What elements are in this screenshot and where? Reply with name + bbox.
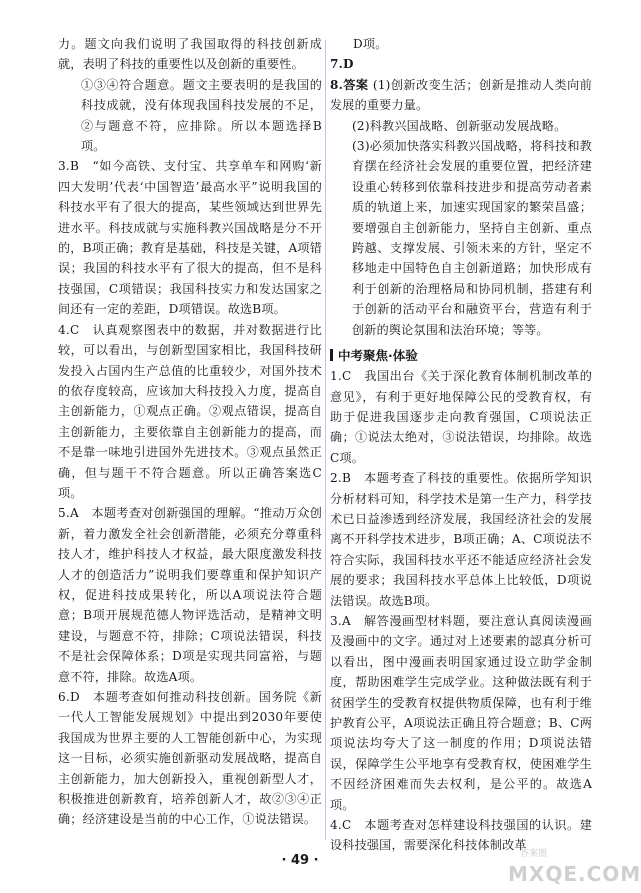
exam-q2: 2.B 本题考查了科技的重要性。依据所学知识分析材料可知，科学技术是第一生产力，科学技术已日益渗透到经济发展，我国经济社会的发展离不开科学技术进步，B项正确；A、C项说法不符合实际，我国科技水平还不能适应经济社会发展的要求；我国科技水平总体上比较低，D项说法错误。故选B项。 — [330, 471, 592, 608]
watermark-logo: MXQE.COM — [508, 862, 641, 886]
answer-q3: 3.B “如今高铁、支付宝、共享单车和网购‘新四大发明’代表‘中国智造’最高水平”说明我国的科技水平有了很大的提高，某些领域达到世界先进水平。科技成就与实施科教兴国战略是分不开的，B项正确；教育是基础，科技是关键，A项错误；我国的科技水平有了很大的提高，但不是科技强国，C项错误；我国科技实力和发达国家之间还有一定的差距，D项错误。故选B项。 — [58, 159, 322, 317]
section-heading-text: 中考聚焦·体验 — [338, 348, 418, 364]
answer-q5: 5.A 本题考查对创新强国的理解。“推动万众创新，着力激发全社会创新潜能，必须充分尊重科技人才，维护科技人才权益，最大限度激发科技人才的创造活力”说明我们要尊重和保护知识产权，促进科技成果转化，所以A项说法符合题意；B项开展规范德人物评选活动，是精神文明建设，与题意不符，排除；C项说法错误，科技不是社会保障体系；D项是实现共同富裕，与题意不符，排除。故选A项。 — [58, 506, 322, 684]
watermark-small: 答案圈 — [520, 849, 548, 859]
page-number: · 49 · — [281, 853, 319, 868]
column-divider — [325, 40, 326, 840]
answer-q8-3: (3)必须加快落实科教兴国战略，将科技和教育摆在经济社会发展的重要位置，把经济建设重心转移到依靠科技进步和提高劳动者素质的轨道上来，加速实现国家的繁荣昌盛；要增强自主创新能力，坚持自主创新、重点跨越、支撑发展、引领未来的方针，坚定不移地走中国特色自主创新道路；加快形成有利于创新的治理格局和协同机制，搭建有利于创新的活动平台和融资平台，营造有利于创新的舆论氛围和法治环境；等等。 — [352, 139, 592, 337]
answer-label: 8.答案 — [330, 77, 369, 92]
answer-q6-end: D项。 — [353, 37, 388, 51]
left-column — [58, 34, 322, 830]
exam-q3: 3.A 解答漫画型材料题，要注意认真阅读漫画及漫画中的文字。通过对上述要素的認真分析可以看出，图中漫画表明国家通过设立助学金制度，帮助困难学生完成学业。这种做法既有利于贫困学生的受教育权提供物质保障，也有利于维护教育公平，A项说法正确且符合题意；B、C两项说法均夸大了这一制度的作用；D项说法错误，保障学生公平地享有受教育权，使困难学生不因经济困难而失去权利，是公平的。故选A项。 — [330, 613, 592, 812]
exam-q4: 4.C 本题考查对怎样建设科技强国的认识。建设科技强国，需要深化科技体制改革 — [330, 818, 592, 853]
answer-continuation-2: ①③④符合题意。题文主要表明的是我国的科技成就，没有体现我国科技发展的不足，②与题意不符，应排除。所以本题选择B项。 — [81, 77, 322, 154]
answer-q4: 4.C 认真观察图表中的数据，并对数据进行比较，可以看出，与创新型国家相比，我国科技研发投入占国内生产总值的比重较少，对国外技术的依存度较高，应该加大科技投入力度，提高自主创新能力，①观点正确。②观点错误，提高自主创新能力，主要依靠自主创新能力的提高，而不是靠一味地引进国外先进技术。③观点虽然正确，但与题干不符合题意。所以正确答案选C项。 — [58, 322, 322, 500]
answer-continuation: 力。题文向我们说明了我国取得的科技创新成就，表明了科技的重要性以及创新的重要性。 — [58, 37, 322, 72]
heading-bar-icon — [330, 349, 333, 361]
answer-q6: 6.D 本题考查如何推动科技创新。国务院《新一代人工智能发展规划》中提出到2030年要使我国成为世界主要的人工智能创新中心，为实现这一目标，必须实施创新驱动发展战略，提高自主创新能力，加大创新投入，重视创新型人才，积极推进创新教育，培养创新人才，故②③④正确；经济建设是当前的中心工作，①说法错误。 — [58, 690, 322, 827]
section-heading — [330, 346, 592, 364]
right-column — [330, 34, 592, 856]
answer-q7: 7.D — [330, 57, 354, 72]
answer-q8-part1: (1)创新改变生活；创新是推动人类向前发展的重要力量。 — [330, 77, 592, 113]
exam-q1: 1.C 我国出台《关于深化教育体制机制改革的意见》，有利于更好地保障公民的受教育权，有助于促进我国逐步走向教育强国，C项说法正确；①说法太绝对，③说法错误，均排除。故选C项。 — [330, 369, 592, 465]
answer-q8-2: (2)科教兴国战略、创新驱动发展战略。 — [352, 118, 567, 133]
answer-q8-1 — [330, 75, 592, 116]
